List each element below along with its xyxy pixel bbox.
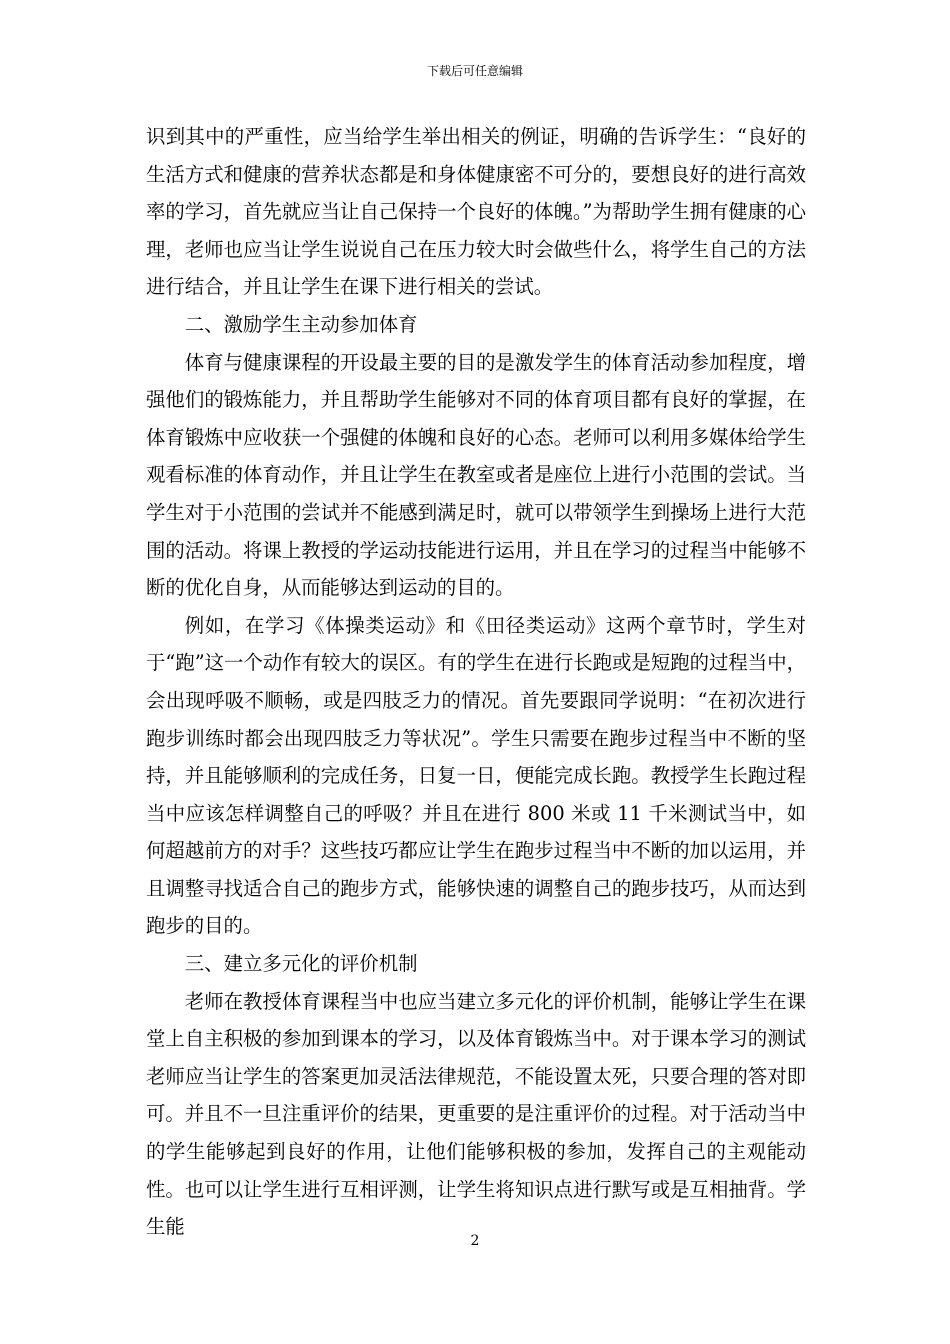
paragraph-example: 例如，在学习《体操类运动》和《田径类运动》这两个章节时，学生对于“跑”这一个动作有较大的误区。有的学生在进行长跑或是短跑的过程当中，会出现呼吸不顺畅，或是四肢乏力的情况。首先要跟同学说明：“在初次进行跑步训练时都会出现四肢乏力等状况”。学生只需要在跑步过程当中不断的坚持，并且能够顺利的完成任务，日复一日，便能完成长跑。教授学生长跑过程当中应该怎样调整自己的呼吸？并且在进行 800 米或 11 千米测试当中，如何超越前方的对手？这些技巧都应让学生在跑步过程当中不断的加以运用，并且调整寻找适合自己的跑步方式，能够快速的调整自己的跑步技巧，从而达到跑步的目的。 [146, 613, 806, 938]
paragraph-continuation: 识到其中的严重性，应当给学生举出相关的例证，明确的告诉学生：“良好的生活方式和健康的营养状态都是和身体健康密不可分的，要想良好的进行高效率的学习，首先就应当让自己保持一个良好的体魄。”为帮助学生拥有健康的心理，老师也应当让学生说说自己在压力较大时会做些什么，将学生自己的方法进行结合，并且让学生在课下进行相关的尝试。 [146, 125, 806, 299]
document-body [146, 118, 806, 1246]
page-header: 下载后可任意编辑 [426, 64, 523, 78]
paragraph-section-3: 老师在教授体育课程当中也应当建立多元化的评价机制，能够让学生在课堂上自主积极的参加到课本的学习，以及体育锻炼当中。对于课本学习的测试老师应当让学生的答案更加灵活法律规范，不能设置太死，只要合理的答对即可。并且不一旦注重评价的结果，更重要的是注重评价的过程。对于活动当中的学生能够起到良好的作用，让他们能够积极的参加，发挥自己的主观能动性。也可以让学生进行互相评测，让学生将知识点进行默写或是互相抽背。学生能 [146, 989, 806, 1239]
page-number: 2 [470, 1233, 480, 1249]
section-heading-3: 三、建立多元化的评价机制 [184, 952, 418, 976]
section-heading-2: 二、激励学生主动参加体育 [184, 312, 418, 336]
paragraph-section-2: 体育与健康课程的开设最主要的目的是激发学生的体育活动参加程度，增强他们的锻炼能力，并且帮助学生能够对不同的体育项目都有良好的掌握，在体育锻炼中应收获一个强健的体魄和良好的心态。老师可以利用多媒体给学生观看标准的体育动作，并且让学生在教室或者是座位上进行小范围的尝试。当学生对于小范围的尝试并不能感到满足时，就可以带领学生到操场上进行大范围的活动。将课上教授的学运动技能进行运用，并且在学习的过程当中能够不断的优化自身，从而能够达到运动的目的。 [146, 350, 806, 600]
